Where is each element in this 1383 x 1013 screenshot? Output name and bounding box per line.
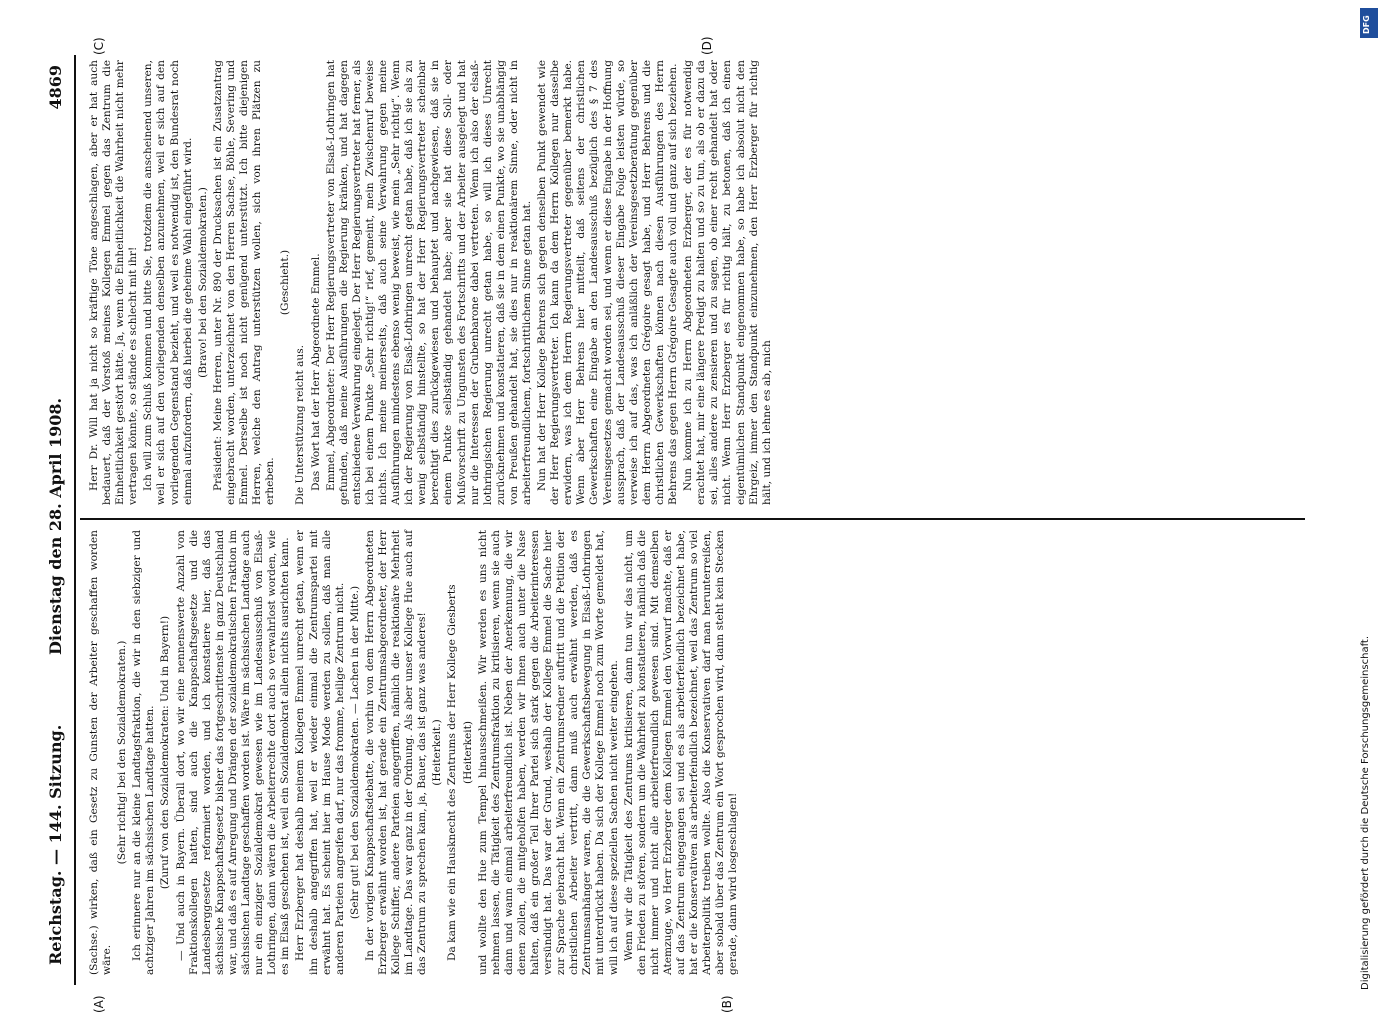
paragraph: (Sachse.) wirken, daß ein Gesetz zu Gunsten der Arbeiter geschaffen worden wäre. bbox=[88, 530, 114, 975]
dfg-logo: DFG bbox=[1360, 8, 1378, 38]
paragraph: (Geschieht.) bbox=[279, 249, 292, 316]
margin-mark-a: (A) bbox=[92, 995, 106, 1013]
paragraph: und wollte den Hue zum Tempel hinausschmeißen. Wir werden es uns nicht nehmen lassen, die Tätigkeit des Zentrumsfraktion zu kritisieren, wenn sie auch dann und wann einmal arbeiterfreundlich ist. Neben der Anerkennung, die wir denen zollen, die mitgeholfen haben, werden wir Ihnen auch unter die Nase halten, daß ein großer Teil Ihrer Partei sich stark gegen die Arbeiterinteressen versündigt hat. Das war der Grund, weshalb der Kollege Emmel die Sache hier zur Sprache gebracht hat. Wenn ein Zentrumsredner auftritt und die Petition der christlichen Arbeiter vertritt, dann muß auch erwähnt werden, daß es Zentrumsanhänger waren, die die Gewerkschaftsbewegung in Elsaß-Lothringen mit unterdrückt haben. Da sich der Kollege Emmel noch zum Worte gemeldet hat, will ich auf diese speziellen Sachen nicht weiter eingehen. bbox=[476, 530, 620, 975]
column-left bbox=[88, 530, 743, 975]
paragraph: (Bravo! bei den Sozialdemokraten.) bbox=[196, 187, 209, 378]
header-left: Reichstag. — 144. Sitzung. bbox=[46, 724, 65, 965]
column-right bbox=[88, 60, 776, 505]
paragraph: Das Wort hat der Herr Abgeordnete Emmel. bbox=[309, 253, 322, 491]
paragraph: Präsident: Meine Herren, unter Nr. 890 der Drucksachen ist ein Zusatzantrag eingebracht worden, unterzeichnet von den Herren Sachse, Böhle, Severing und Emmel. Derselbe ist noch nicht genügend unterstützt. Ich bitte diejenigen Herren, welche den Antrag unterstützen wollen, sich von ihren Plätzen zu erheben. bbox=[211, 60, 277, 505]
paragraph: Ich will zum Schluß kommen und bitte Sie, trotzdem die anscheinend unseren, weil er sich auf den vorliegenden denselben anzunehmen, weil er sich auf den vorliegenden Gegenstand bezieht, und weil es notwendig ist, den Bundesrat noch einmal aufzufordern, daß hierbei die geheime Wahl eingeführt wird. bbox=[142, 60, 194, 505]
margin-mark-c: (C) bbox=[92, 37, 106, 55]
paragraph: — Und auch in Bayern. Überall dort, wo wir eine nennenswerte Anzahl von Fraktionskollegen hatten, sind auch die Knappschaftsgesetze und die Landesberggesetze reformiert worden, und ich konstatiere hier, daß das sächsische Knappschaftsgesetz bisher das fortgeschrittenste in ganz Deutschland war, und daß es auf Anregung und Drängen der sozialdemokratischen Fraktion im sächsischen Landtage geschaffen worden ist. Wäre im sächsischen Landtage auch nur ein einziger Sozialdemokrat gewesen wie im Landesausschuß von Elsaß-Lothringen, dann wären die Arbeiterrechte dort auch so verwahrlost worden, wie es im Elsaß geschehen ist, weil ein Sozialdemokrat allein nichts ausrichten kann. bbox=[174, 530, 292, 975]
paragraph: Nun hat der Herr Kollege Behrens sich gegen denselben Punkt gewendet wie der Herr Regierungsvertreter. Ich kann da dem Herrn Kollegen nur dasselbe erwidern, was ich dem Herrn Regierungsvertreter gegenüber bemerkt habe. Wenn aber Herr Behrens hier mitteilt, daß seitens der christlichen Gewerkschaften eine Eingabe an den Landesausschuß bezüglich des § 7 des Vereinsgesetzes gemacht worden sei, und wenn er diese Eingabe in der Hoffnung aussprach, daß der Landesausschuß dieser Eingabe Folge leisten würde, so verweise ich auf das, was ich anläßlich der Vereinsgesetzberatung gegenüber dem Herrn Abgeordneten Grégoire gesagt habe, und Herr Behrens und die christlichen Gewerkschaften können nach diesen Ausführungen des Herrn Behrens das gegen Herrn Grégoire Gesagte auch voll und ganz auf sich beziehen. bbox=[536, 60, 680, 505]
page-number: 4869 bbox=[46, 65, 65, 110]
paragraph: Ich erinnere nur an die kleine Landtagsfraktion, die wir in den siebziger und achtziger Jahren im sächsischen Landtage hatten. bbox=[131, 530, 157, 975]
credit-line bbox=[1360, 10, 1376, 990]
paragraph: (Zuruf von den Sozialdemokraten: Und in Bayern!) bbox=[159, 615, 172, 890]
paragraph: Nun komme ich zu Herrn Abgeordneten Erzberger, der es für notwendig erachtet hat, mir eine längere Predigt zu halten und so zu tun, als ob er dazu da sei, alles andere zu zensieren und zu sagen, ob einer recht gehandelt hat oder nicht. Wenn Herr Erzberger es für richtig hält, zu betonen, daß ich einen eigentümlichen Standpunkt eingenommen habe, so habe ich absolut nicht den Ehrgeiz, immer den Standpunkt einzunehmen, den Herr Erzberger für richtig hält, und ich lehne es ab, mich bbox=[682, 60, 773, 505]
paragraph: (Sehr gut! bei den Sozialdemokraten. — Lachen in der Mitte.) bbox=[348, 585, 361, 920]
margin-mark-b: (B) bbox=[720, 995, 734, 1013]
paragraph: Herr Erzberger hat deshalb meinem Kollegen Emmel unrecht getan, wenn er ihn deshalb angegriffen hat, weil er wieder einmal die Zentrumspartei mit erwähnt hat. Es scheint hier im Hause Mode werden zu sollen, daß man alle anderen Parteien angreifen darf, nur das fromme, heilige Zentrum nicht. bbox=[294, 530, 346, 975]
paragraph: (Heiterkeit.) bbox=[431, 719, 444, 786]
paragraph: Da kam wie ein Hausknecht des Zentrums der Herr Kollege Giesberts bbox=[446, 584, 459, 961]
column-divider bbox=[80, 518, 1305, 520]
paragraph: Emmel, Abgeordneter: Der Herr Regierungsvertreter von Elsaß-Lothringen hat gefunden, daß meine Ausführungen die Regierung kränken, und hat dagegen entschiedene Verwahrung eingelegt. Der Herr Regierungsvertreter hat ferner, als ich bei einem Punkte „Sehr richtig!“ rief, gemeint, mein Zwischenruf beweise nichts. Ich meine meinerseits, daß auch seine Verwahrung gegen meine Ausführungen mindestens ebenso wenig beweist, wie mein „Sehr richtig“. Wenn ich der Regierung von Elsaß-Lothringen unrecht getan habe, daß ich sie als zu wenig selbständig hinstellte, so hat der Herr Regierungsvertreter scheinbar berechtigt dies zurückgewiesen und behauptet und nachgewiesen, daß sie in einem Punkte selbständig gehandelt habe; aber sie hat diese Soll- oder Mußvorschrift zu Ungunsten des Fortschritts und der Arbeiter ausgelegt und hat nur die Interessen der Grubenbarone dabei vertreten. Wenn ich also der elsaß-lothringischen Regierung unrecht getan habe, so will ich dieses Unrecht zurücknehmen und konstatieren, daß sie in dem einen Punkte, wo sie unabhängig von Preußen gehandelt hat, sie dies nur in reaktionärem Sinne, oder nicht in arbeiterfreundlichem, fortschrittlichem Sinne getan hat. bbox=[324, 60, 533, 505]
paragraph: Die Unterstützung reicht aus. bbox=[294, 344, 307, 505]
header-date: Dienstag den 28. April 1908. bbox=[46, 397, 65, 655]
credit-text: Digitalisierung gefördert durch die Deutsche Forschungsgemeinschaft. bbox=[1360, 635, 1371, 990]
header-rule bbox=[74, 55, 76, 985]
paragraph: (Sehr richtig! bei den Sozialdemokraten.) bbox=[116, 640, 129, 865]
paragraph: Wenn wir die Tätigkeit des Zentrums kritisieren, dann tun wir das nicht, um den Frieden zu stören, sondern um die Wahrheit zu konstatieren, nämlich daß die nicht immer und nicht alle arbeiterfreundlich gewesen sind. Mit demselben Atemzuge, wo Herr Erzberger dem Kollegen Emmel den Vorwurf machte, daß er auf das Zentrum eingegangen sei und es als arbeiterfeindlich bezeichnet habe, hat er die Konservativen als arbeiterfeindlich bezeichnet, weil das Zentrum so viel Arbeiterpolitik treiben wollte. Also die Konservativen darf man herunterreißen, aber sobald über das Zentrum ein Wort gesprochen wird, dann steht kein Stecken gerade, dann wird losgeschlagen! bbox=[622, 530, 740, 975]
page-header bbox=[40, 55, 74, 985]
paragraph: Herr Dr. Will hat ja nicht so kräftige Töne angeschlagen, aber er hat auch bedauert, daß der Vorstoß meines Kollegen Emmel gegen das Zentrum die Einheitlichkeit gestört hätte. Ja, wenn die Einheitlichkeit die Wahrheit nicht mehr vertragen könnte, so stände es schlecht mit ihr! bbox=[88, 60, 140, 505]
margin-mark-d: (D) bbox=[700, 36, 714, 55]
paragraph: (Heiterkeit) bbox=[461, 720, 474, 785]
paragraph: In der vorigen Knappschaftsdebatte, die vorhin von dem Herrn Abgeordneten Erzberger erwähnt worden ist, hat gerade ein Zentrumsabgeordneter, der Herr Kollege Schiffer, andere Parteien angegriffen, nämlich die reaktionäre Mehrheit im Landtage. Das war ganz in der Ordnung. Als aber unser Kollege Hue auch auf das Zentrum zu sprechen kam, ja, Bauer, das ist ganz was anderes! bbox=[363, 530, 429, 975]
rotated-page-content bbox=[40, 36, 1320, 1013]
